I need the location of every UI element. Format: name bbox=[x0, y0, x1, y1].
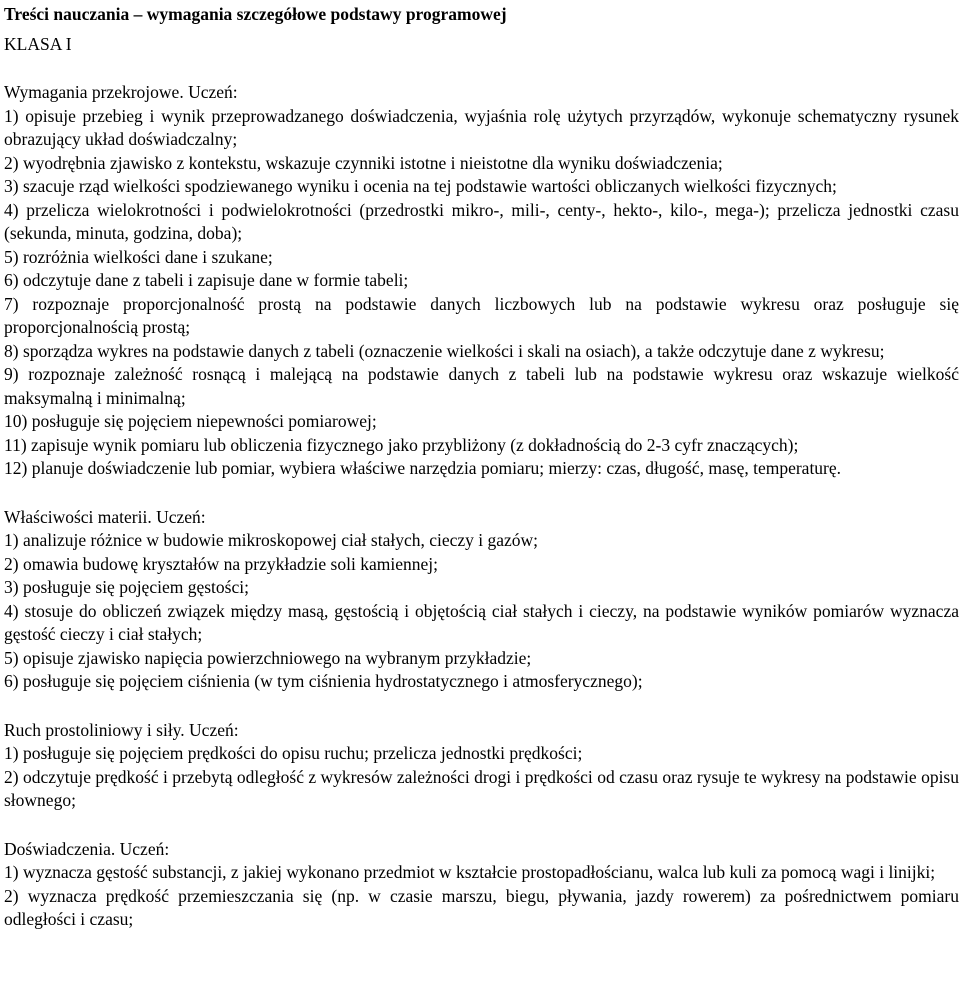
section-heading: Doświadczenia. Uczeń: bbox=[4, 838, 170, 859]
list-item: 2) odczytuje prędkość i przebytą odległość z wykresów zależności drogi i prędkości od czasu oraz rysuje te wykresy na podstawie opisu słownego; bbox=[4, 766, 959, 810]
section-experiments bbox=[4, 838, 959, 932]
list-item: 2) wyznacza prędkość przemieszczania się (np. w czasie marszu, biegu, pływania, jazdy rowerem) za pośrednictwem pomiaru odległości i czasu; bbox=[4, 885, 959, 929]
list-item: 11) zapisuje wynik pomiaru lub obliczenia fizycznego jako przybliżony (z dokładnością do 2-3 cyfr znaczących); bbox=[4, 434, 799, 455]
list-item: 6) odczytuje dane z tabeli i zapisuje dane w formie tabeli; bbox=[4, 270, 409, 290]
list-item: 1) wyznacza gęstość substancji, z jakiej wykonano przedmiot w kształcie prostopadłościanu, walca lub kuli za pomocą wagi i linijki; bbox=[4, 862, 936, 882]
list-item: 1) analizuje różnice w budowie mikroskopowej ciał stałych, cieczy i gazów; bbox=[4, 530, 539, 550]
list-item: 8) sporządza wykres na podstawie danych z tabeli (oznaczenie wielkości i skali na osiach), a także odczytuje dane z wykresu; bbox=[4, 340, 885, 361]
class-label: KLASA I bbox=[4, 34, 72, 54]
list-item: 4) przelicza wielokrotności i podwielokrotności (przedrostki mikro-, mili-, centy-, hekto-, kilo-, mega-); przelicza jednostki czasu (sekunda, minuta, godzina, doba); bbox=[4, 199, 959, 243]
section-heading: Właściwości materii. Uczeń: bbox=[4, 506, 206, 527]
section-matter-properties bbox=[4, 506, 959, 694]
list-item: 5) rozróżnia wielkości dane i szukane; bbox=[4, 246, 273, 267]
list-item: 9) rozpoznaje zależność rosnącą i malejącą na podstawie danych z tabeli lub na podstawie wykresu oraz wskazuje wielkość maksymalną i minimalną; bbox=[4, 364, 959, 408]
list-item: 5) opisuje zjawisko napięcia powierzchniowego na wybranym przykładzie; bbox=[4, 647, 532, 668]
list-item: 3) posługuje się pojęciem gęstości; bbox=[4, 577, 249, 597]
list-item: 2) wyodrębnia zjawisko z kontekstu, wskazuje czynniki istotne i nieistotne dla wyniku doświadczenia; bbox=[4, 152, 723, 173]
section-cross-cutting bbox=[4, 81, 959, 481]
document-page bbox=[4, 0, 959, 932]
list-item: 1) posługuje się pojęciem prędkości do opisu ruchu; przelicza jednostki prędkości; bbox=[4, 743, 583, 763]
section-heading: Ruch prostoliniowy i siły. Uczeń: bbox=[4, 719, 239, 740]
list-item: 12) planuje doświadczenie lub pomiar, wybiera właściwe narzędzia pomiaru; mierzy: czas, długość, masę, temperaturę. bbox=[4, 458, 842, 478]
list-item: 6) posługuje się pojęciem ciśnienia (w tym ciśnienia hydrostatycznego i atmosferycznego); bbox=[4, 671, 643, 691]
section-heading: Wymagania przekrojowe. Uczeń: bbox=[4, 82, 238, 102]
list-item: 3) szacuje rząd wielkości spodziewanego wyniku i ocenia na tej podstawie wartości obliczanych wielkości fizycznych; bbox=[4, 176, 837, 196]
list-item: 2) omawia budowę kryształów na przykładzie soli kamiennej; bbox=[4, 553, 438, 574]
section-motion-forces bbox=[4, 719, 959, 813]
document-title: Treści nauczania – wymagania szczegółowe podstawy programowej bbox=[4, 4, 507, 24]
list-item: 4) stosuje do obliczeń związek między masą, gęstością i objętością ciał stałych i cieczy, na podstawie wyników pomiarów wyznacza gęstość cieczy i ciał stałych; bbox=[4, 600, 959, 644]
list-item: 1) opisuje przebieg i wynik przeprowadzanego doświadczenia, wyjaśnia rolę użytych przyrządów, wykonuje schematyczny rysunek obrazujący układ doświadczalny; bbox=[4, 105, 959, 149]
list-item: 10) posługuje się pojęciem niepewności pomiarowej; bbox=[4, 411, 377, 431]
list-item: 7) rozpoznaje proporcjonalność prostą na podstawie danych liczbowych lub na podstawie wykresu oraz posługuje się proporcjonalnością prostą; bbox=[4, 293, 959, 337]
